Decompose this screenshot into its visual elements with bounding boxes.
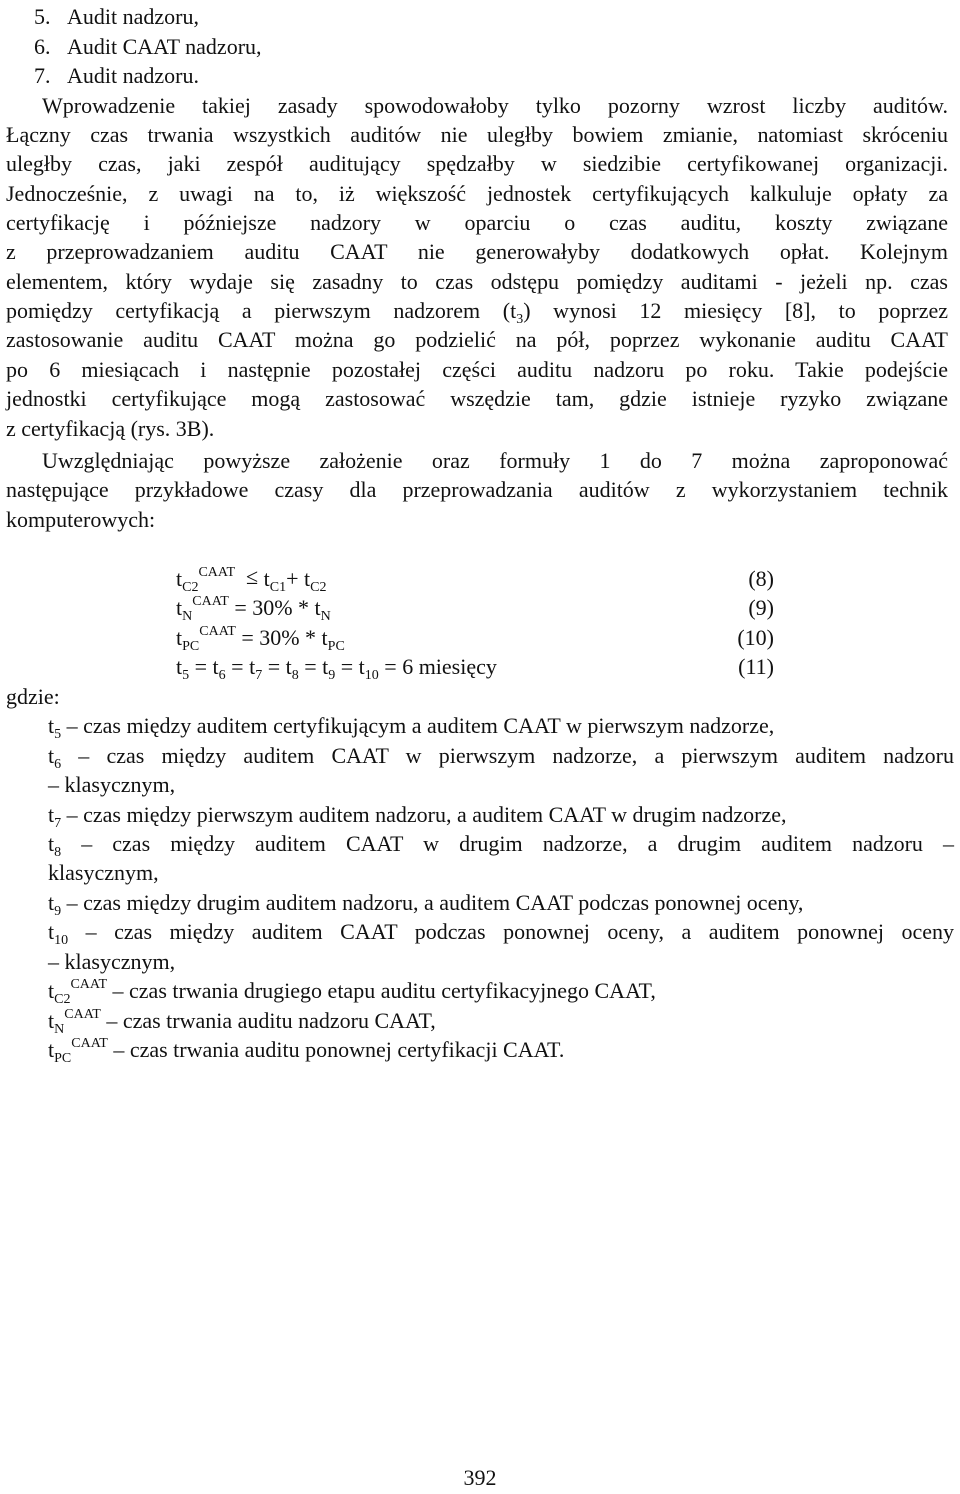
definition-t5: $t_5$ – czas między auditem certyfikującym a auditem CAAT w pierwszym nadzorze, bbox=[48, 713, 775, 742]
list-text: Audit CAAT nadzoru, bbox=[67, 34, 262, 59]
formula-11: $t_5 = t_6 = t_7 = t_8 = t_9 = t_{10} = 6$ miesięcy bbox=[176, 654, 497, 683]
definition-t10-cont: – klasycznym, bbox=[48, 949, 176, 974]
definition-t8: $t_8$ – czas między auditem CAAT w drugim nadzorze, a drugim auditem nadzoru – bbox=[48, 831, 954, 860]
list-text: Audit nadzoru, bbox=[67, 4, 199, 29]
less-or-equal-sign: ≤ bbox=[246, 564, 259, 589]
paragraph-line: następujące przykładowe czasy dla przeprowadzania auditów z wykorzystaniem technik bbox=[6, 477, 948, 502]
gdzie-label: gdzie: bbox=[6, 684, 60, 709]
formula-8: $t_{C2}^{CAAT} \le t_{C1}+ t_{C2}$ bbox=[176, 564, 327, 595]
definition-t8-cont: klasycznym, bbox=[48, 860, 159, 885]
list-text: Audit nadzoru. bbox=[67, 63, 199, 88]
formula-11-number: (11) bbox=[738, 654, 774, 679]
definition-t9: $t_9$ – czas między drugim auditem nadzoru, a auditem CAAT podczas ponownej oceny, bbox=[48, 890, 804, 919]
definition-tpc-caat: $t_{PC}^{CAAT}$ – czas trwania auditu ponownej certyfikacji CAAT. bbox=[48, 1036, 565, 1066]
list-number: 5. bbox=[34, 4, 51, 29]
definition-t7: $t_7$ – czas między pierwszym auditem nadzoru, a auditem CAAT w drugim nadzorze, bbox=[48, 802, 787, 831]
paragraph-line: komputerowych: bbox=[6, 507, 156, 532]
formula-8-number: (8) bbox=[748, 566, 774, 591]
formula-10-number: (10) bbox=[737, 625, 774, 650]
list-item bbox=[34, 36, 262, 58]
formula-9-number: (9) bbox=[748, 595, 774, 620]
definition-t10: $t_{10}$ – czas między auditem CAAT podczas ponownej oceny, a auditem ponownej oceny bbox=[48, 919, 954, 948]
paragraph-line: Łączny czas trwania wszystkich auditów nie uległby bowiem zmianie, natomiast skróceniu bbox=[6, 122, 948, 147]
definition-t6: $t_6$ – czas między auditem CAAT w pierwszym nadzorze, a pierwszym auditem nadzoru bbox=[48, 743, 954, 772]
definition-t6-cont: – klasycznym, bbox=[48, 772, 176, 797]
list-item bbox=[34, 65, 199, 87]
definition-tn-caat: $t_N^{CAAT}$ – czas trwania auditu nadzoru CAAT, bbox=[48, 1007, 436, 1037]
list-number: 6. bbox=[34, 34, 51, 59]
list-item bbox=[34, 6, 199, 28]
formula-9: $t_N^{CAAT} = 30\% * t_N$ bbox=[176, 594, 331, 624]
paragraph-line: po 6 miesiącach i następnie pozostałej części auditu nadzoru po roku. Takie podejście bbox=[6, 357, 948, 382]
paragraph-line: pomiędzy certyfikacją a pierwszym nadzorem $(t_3)$ wynosi 12 miesięcy [8], to poprzez bbox=[6, 298, 949, 327]
paragraph-line: Jednocześnie, z uwagi na to, iż większość jednostek certyfikujących kalkuluje opłaty za bbox=[6, 181, 948, 206]
paragraph-line: certyfikację i późniejsze nadzory w oparciu o czas auditu, koszty związane bbox=[6, 210, 948, 235]
formula-10: $t_{PC}^{CAAT} = 30\% * t_{PC}$ bbox=[176, 624, 345, 654]
paragraph-line: Wprowadzenie takiej zasady spowodowałoby tylko pozorny wzrost liczby auditów. bbox=[42, 93, 948, 118]
paragraph-line: jednostki certyfikujące mogą zastosować wszędzie tam, gdzie istnieje ryzyko związane bbox=[6, 386, 948, 411]
paragraph-line: z przeprowadzaniem auditu CAAT nie generowałyby dodatkowych opłat. Kolejnym bbox=[6, 239, 948, 264]
paragraph-line: zastosowanie auditu CAAT można go podzielić na pół, poprzez wykonanie auditu CAAT bbox=[6, 327, 948, 352]
paragraph-line: uległby czas, jaki zespół auditujący spędzałby w siedzibie certyfikowanej organizacji. bbox=[6, 151, 948, 176]
paragraph-line: z certyfikacją (rys. 3B). bbox=[6, 416, 215, 441]
paragraph-line: Uwzględniając powyższe założenie oraz formuły 1 do 7 można zaproponować bbox=[42, 448, 948, 473]
paragraph-line: elementem, który wydaje się zasadny to czas odstępu pomiędzy auditami - jeżeli np. czas bbox=[6, 269, 948, 294]
definition-tc2-caat: $t_{C2}^{CAAT}$ – czas trwania drugiego etapu auditu certyfikacyjnego CAAT, bbox=[48, 977, 656, 1007]
list-number: 7. bbox=[34, 63, 51, 88]
page-number: 392 bbox=[463, 1465, 497, 1490]
